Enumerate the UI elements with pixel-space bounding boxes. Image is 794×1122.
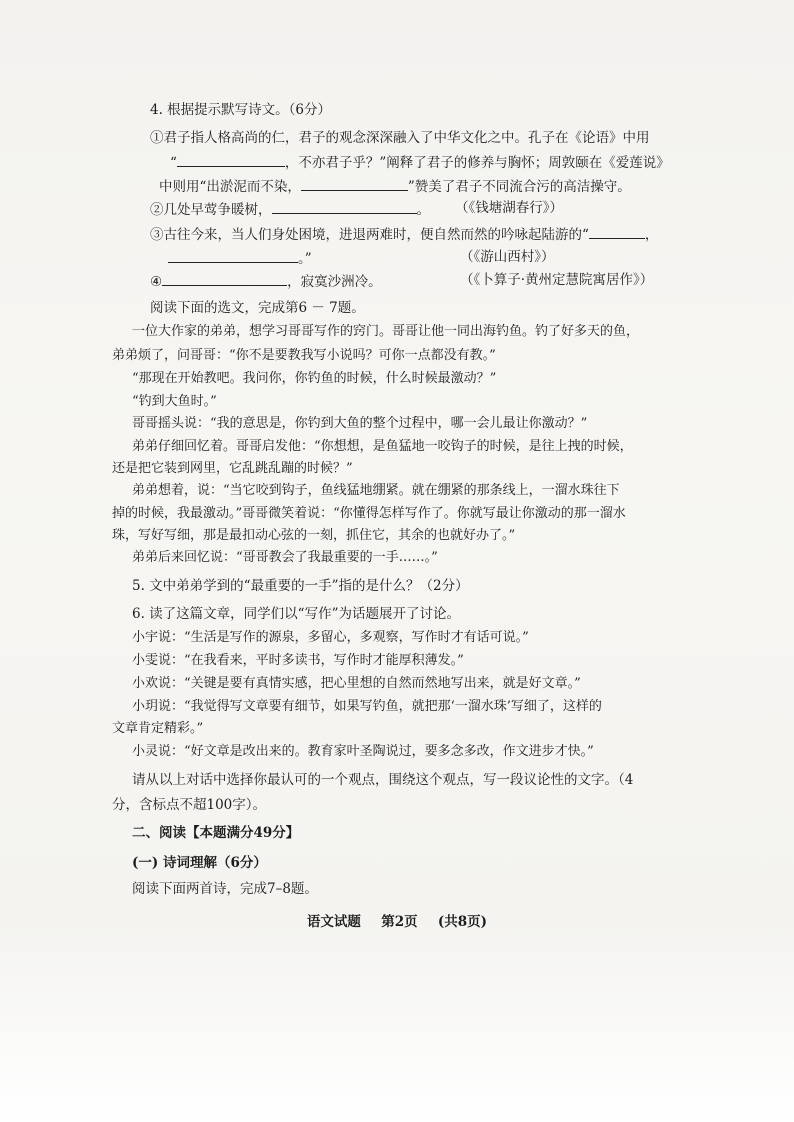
passage-line: 掉的时候，我最激动。”哥哥微笑着说：“你懂得怎样写作了。你就写最让你激动的那一溜水 (112, 506, 626, 521)
question-4-item-4-a: ④ (150, 274, 163, 290)
question-4-item-4 (150, 271, 382, 291)
reading-intro: 阅读下面的选文，完成第6 － 7题。 (150, 300, 365, 316)
question-4-item-4-b: ，寂寞沙洲冷。 (287, 274, 382, 290)
answer-blank-6[interactable] (162, 271, 287, 286)
footer-subject: 语文试题 (306, 914, 361, 930)
question-4-item-2-source: （《钱塘湖春行》） (455, 200, 563, 216)
opinion-line: 小玥说：“我觉得写文章要有细节，如果写钓鱼，就把那‘一溜水珠’写细了，这样的 (132, 699, 602, 714)
question-4-item-2 (150, 199, 430, 219)
opinion-line: 小雯说：“在我看来，平时多读书，写作时才能厚积薄发。” (132, 653, 464, 668)
question-4-item-3-line-2 (168, 248, 312, 268)
question-6-task-line-2: 分，含标点不超100字）。 (112, 797, 267, 813)
passage-line: 弟弟烦了，问哥哥：“你不是要教我写小说吗？可你一点都没有教。” (112, 348, 496, 363)
passage-line: 还是把它装到网里，它乱跳乱蹦的时候？” (112, 461, 353, 476)
footer-total: (共8页) (437, 914, 488, 930)
answer-blank-2[interactable] (301, 176, 408, 191)
quote-open: “ (170, 155, 177, 171)
question-4-header: 4. 根据提示默写诗文。（6分） (150, 102, 332, 118)
question-4-item-1-line-3-b: ”赞美了君子不同流合污的高洁操守。 (407, 179, 631, 195)
question-4-item-2-b: 。 (416, 202, 430, 218)
question-4-item-4-source: （《卜算子·黄州定慧院寓居作》） (460, 272, 654, 288)
question-4-item-3-line-2-a: 。” (298, 251, 312, 267)
passage-line: 一位大作家的弟弟，想学习哥哥写作的窍门。哥哥让他一同出海钓鱼。钓了好多天的鱼， (132, 324, 640, 339)
passage-line: “钓到大鱼时。” (132, 394, 217, 409)
answer-blank-4[interactable] (589, 224, 645, 239)
section-2-instruction: 阅读下面两首诗，完成7–8题。 (132, 881, 318, 897)
section-2-title: 二、阅读【本题满分49分】 (132, 825, 300, 841)
passage-line: 珠，写好写细，那是最扣动心弦的一刻，抓住它，其余的也就好办了。” (112, 528, 516, 543)
question-4-item-1-line-2-text: ，不亦君子乎？”阐释了君子的修养与胸怀；周敦颐在《爱莲说》 (284, 155, 670, 171)
question-6-task-line-1: 请从以上对话中选择你最认可的一个观点，围绕这个观点，写一段议论性的文字。（4 (132, 772, 634, 788)
opinion-line: 小灵说：“好文章是改出来的。教育家叶圣陶说过，要多念多改，作文进步才快。” (132, 744, 594, 759)
page-footer (0, 910, 794, 930)
opinion-line: 文章肯定精彩。” (112, 721, 204, 736)
footer-page: 第2页 (381, 914, 418, 930)
opinion-line: 小宇说：“生活是写作的源泉，多留心，多观察，写作时才有话可说。” (132, 630, 529, 645)
question-4-item-1-line-3-a: 中则用“出淤泥而不染， (159, 179, 301, 195)
question-4-item-3-source: （《游山西村》） (460, 249, 555, 265)
passage-line: 哥哥摇头说：“我的意思是，你钓到大鱼的整个过程中，哪一会儿最让你激动？” (132, 416, 588, 431)
answer-blank-3[interactable] (272, 199, 417, 214)
question-4-item-1-line-3 (159, 176, 631, 196)
question-4-item-3-line-1 (150, 224, 658, 244)
question-4-item-2-a: ②几处早莺争暖树， (150, 202, 272, 218)
passage-line: 弟弟后来回忆说：“哥哥教会了我最重要的一手……。” (132, 550, 438, 565)
question-6-header: 6. 读了这篇文章，同学们以“写作”为话题展开了讨论。 (132, 606, 460, 622)
passage-line: 弟弟想着，说：“当它咬到钩子，鱼线猛地绷紧。就在绷紧的那条线上，一溜水珠往下 (132, 483, 620, 498)
question-4-item-1-line-1: ①君子指人格高尚的仁，君子的观念深深融入了中华文化之中。孔子在《论语》中用 (150, 130, 650, 146)
question-5: 5. 文中弟弟学到的“最重要的一手”指的是什么？（2分） (132, 578, 469, 594)
question-4-item-1-line-2 (170, 152, 670, 172)
question-4-item-3-line-1-a: ③古往今来，当人们身处困境，进退两难时，便自然而然的吟咏起陆游的“ (150, 227, 589, 243)
passage-line: “那现在开始教吧。我问你，你钓鱼的时候，什么时候最激动？” (132, 371, 497, 386)
answer-blank-5[interactable] (168, 248, 298, 263)
answer-blank-1[interactable] (177, 152, 285, 167)
opinion-line: 小欢说：“关键是要有真情实感，把心里想的自然而然地写出来，就是好文章。” (132, 676, 581, 691)
passage-line: 弟弟仔细回忆着。哥哥启发他：“你想想，是鱼猛地一咬钩子的时候，是往上拽的时候， (132, 439, 633, 454)
section-2-subtitle: (一) 诗词理解（6分） (132, 855, 267, 871)
question-4-item-3-line-1-b: ， (644, 227, 659, 243)
